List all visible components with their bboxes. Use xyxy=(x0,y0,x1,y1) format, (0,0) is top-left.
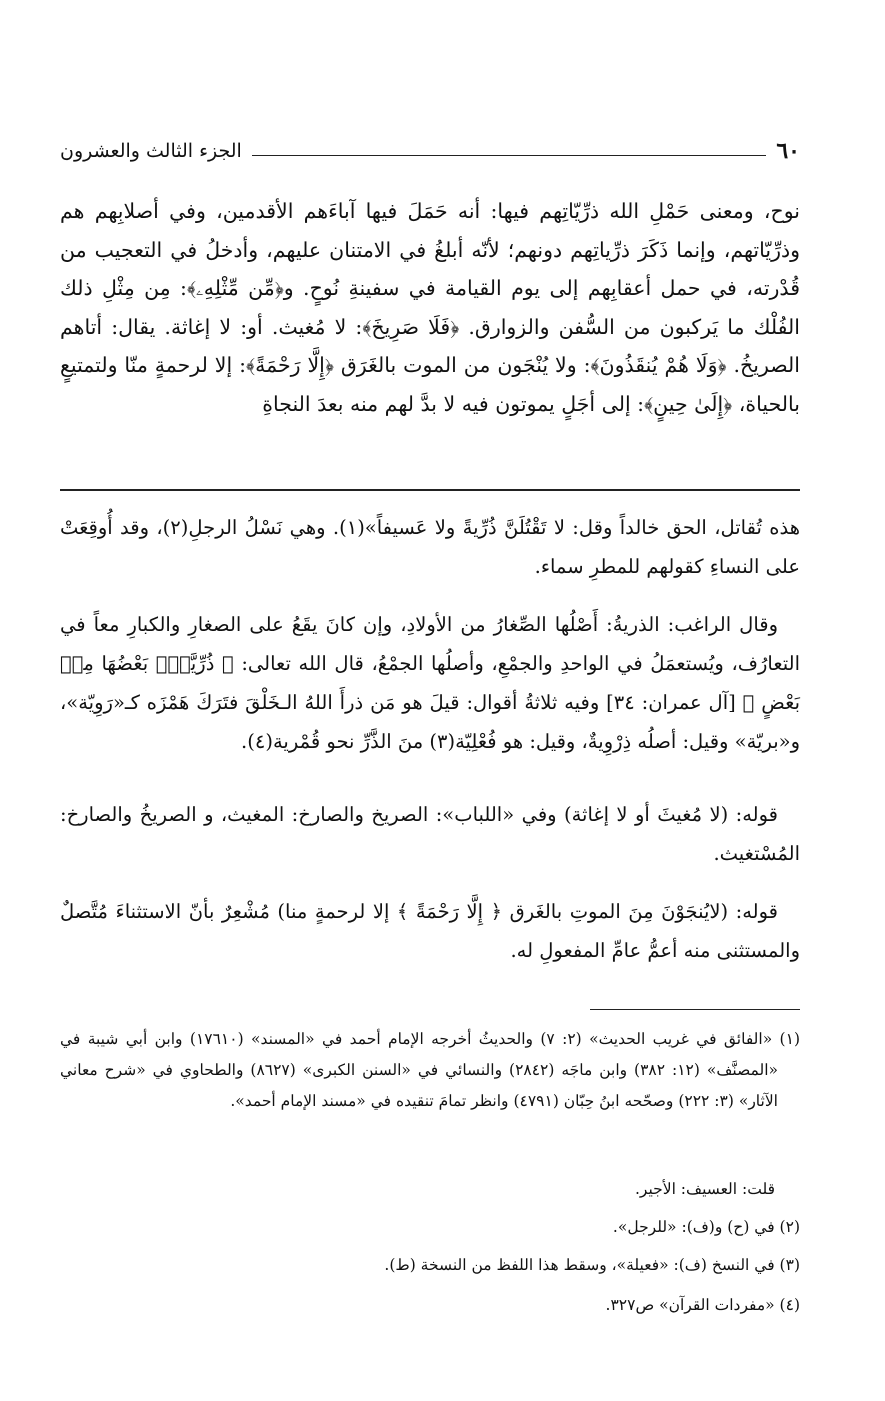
section-divider xyxy=(60,489,800,491)
commentary-paragraph: قوله: (لا مُغيثَ أو لا إغاثة) وفي «اللباب»: الصريخ والصارخ: المغيث، و الصريخُ والصارخ: المُسْتغيث. xyxy=(60,803,800,865)
commentary-paragraph: وقال الراغب: الذريةُ: أَصْلُها الصِّغارُ من الأولادِ، وإن كانَ يقَعُ على الصغارِ والكبارِ معاً في التعارُف، ويُستعمَلُ في الواحدِ والجمْعِ، وأصلُها الجمْعُ، قال الله تعالى: ﴿ ذُرِّيَّةَۢ بَعْضُهَا مِنۢ بَعْضٍ ﴾ [آل عمران: ٣٤] وفيه ثلاثةُ أقوال: قيلَ هو مَن ذرأَ اللهُ الـخَلْقَ فتَرَكَ هَمْزَه كـ«رَوِيّة»، و«بريّة» وقيل: أصلُه ذِرْوِيةٌ، وقيل: هو فُعْلِيّة(٣) منَ الذَّرِّ نحو قُمْرية(٤). xyxy=(60,613,801,753)
header-rule xyxy=(252,155,767,156)
footnote-rule xyxy=(590,1009,800,1010)
footnote-1: (١) «الفائق في غريب الحديث» (٢: ٧) والحديثُ أخرجه الإمام أحمد في «المسند» (١٧٦١٠) وابن أبي شيبة في «المصنَّف» (١٢: ٣٨٢) وابن ماجَه (٢٨٤٢) والنسائي في «السنن الكبرى» (٨٦٢٧) والطحاوي في «شرح معاني الآثار» (٣: ٢٢٢) وصحّحه ابنُ حِبّان (٤٧٩١) وانظر تمامَ تنقيده في «مسند الإمام أحمد». xyxy=(60,1030,800,1110)
commentary-paragraph: هذه تُقاتل، الحق خالداً وقل: لا تَقْتُلَنَّ ذُرِّيةً ولا عَسيفاً»(١). وهي نَسْلُ الرجلِ(٢)، وقد أُوقِعَتْ على النساءِ كقولهم للمطرِ سماء. xyxy=(60,516,800,578)
page-number: ٦٠ xyxy=(776,138,800,164)
footnote-3: (٣) في النسخ (ف): «فعيلة»، وسقط هذا اللفظ من النسخة (ط). xyxy=(384,1256,800,1274)
footnote-4: (٤) «مفردات القرآن» ص٣٢٧. xyxy=(605,1296,800,1314)
page-header xyxy=(60,136,800,166)
main-text: نوح، ومعنى حَمْلِ الله ذرِّيّاتِهم فيها: أنه حَمَلَ فيها آباءَهم الأقدمين، وفي أصلابِهم هم وذرِّيّاتهم، وإنما ذَكَرَ ذرِّياتِهم دونهم؛ لأنّه أبلغُ في الامتنان عليهم، وأدخلُ في التعجيب من قُدْرته، في حمل أعقابِهم إلى يوم القيامة في سفينةِ نُوحٍ. و﴿مِّن مِّثْلِهِۦ﴾: مِن مِثْلِ ذلك الفُلْك ما يَركبون من السُّفن والزوارق. ﴿فَلَا صَرِيخَ﴾: لا مُغيث. أو: لا إغاثة. يقال: أتاهم الصريخُ. ﴿وَلَا هُمْ يُنقَذُونَ﴾: ولا يُنْجَون من الموت بالغَرَق ﴿إِلَّا رَحْمَةً﴾: إلا لرحمةٍ منّا ولتمتيعٍ بالحياة، ﴿إِلَىٰ حِينٍ﴾: إلى أجَلٍ يموتون فيه لا بدَّ لهم منه بعدَ النجاةِ xyxy=(60,199,800,416)
commentary-paragraph: قوله: (لايُنجَوْنَ مِنَ الموتِ بالغَرق ﴿ إِلَّا رَحْمَةً ﴾ إلا لرحمةٍ منا) مُشْعِرٌ بأنّ الاستثناءَ مُتَّصلٌ والمستثنى منه أعمُّ عامِّ المفعولِ له. xyxy=(60,900,800,962)
footnote-1-note: قلت: العسيف: الأجير. xyxy=(635,1180,775,1198)
footnote-2: (٢) في (ح) و(ف): «للرجل». xyxy=(612,1218,800,1236)
running-title: الجزء الثالث والعشرون xyxy=(60,140,242,162)
